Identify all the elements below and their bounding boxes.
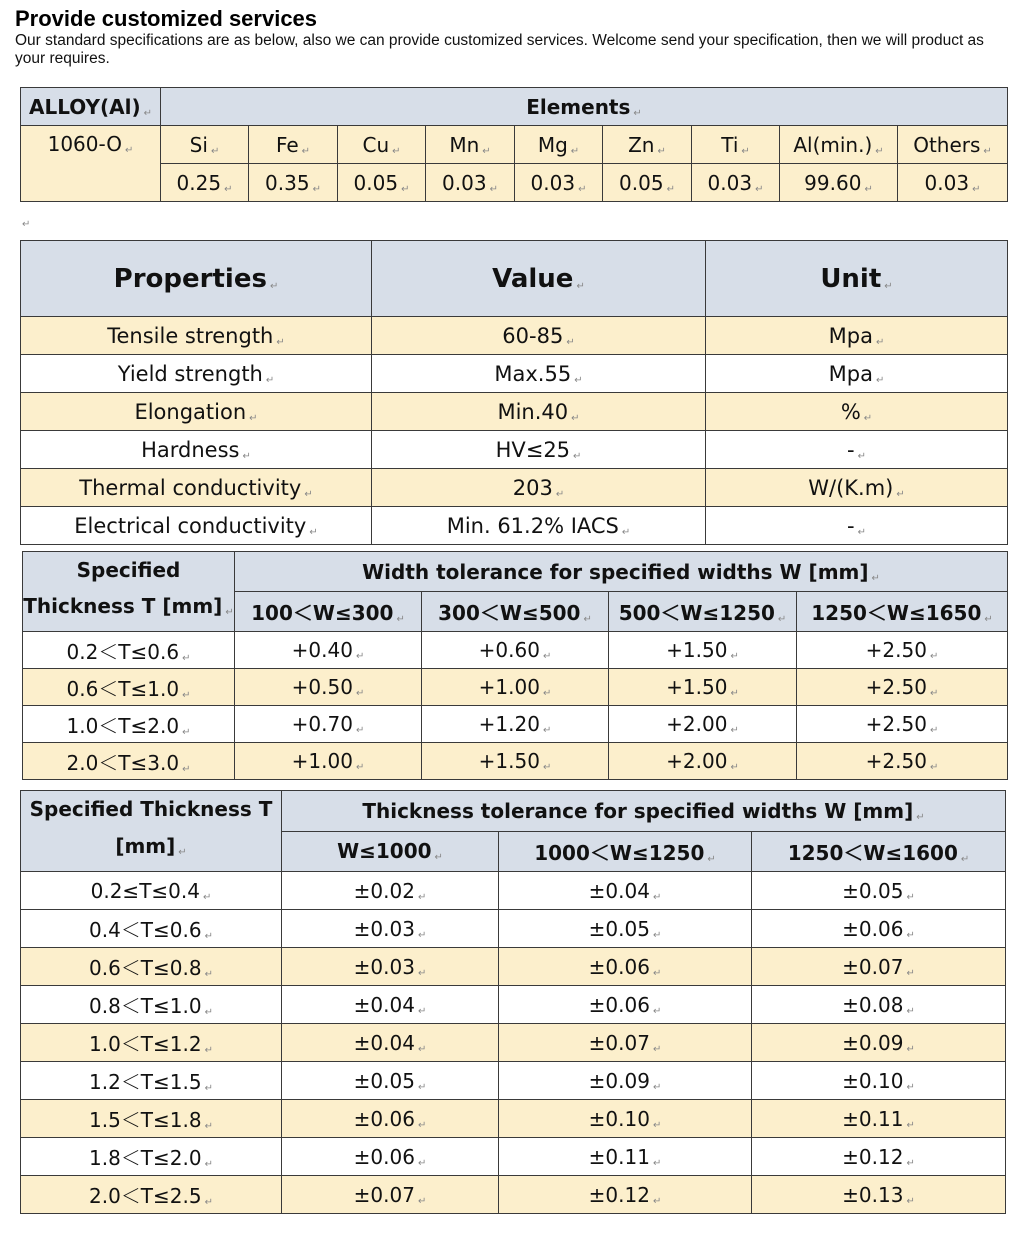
element-value: 0.03 ↵ <box>515 164 603 202</box>
table-row <box>21 948 1006 986</box>
tolerance-value: ±0.06 ↵ <box>499 986 752 1024</box>
element-value: 0.03 ↵ <box>426 164 515 202</box>
tolerance-value: ±0.03 ↵ <box>282 910 499 948</box>
tolerance-value: ±0.11 ↵ <box>499 1138 752 1176</box>
thickness-range: 0.6＜T≤1.0 ↵ <box>23 669 235 706</box>
page-title: Provide customized services <box>15 6 318 31</box>
width-column-header: 1250＜W≤1600 ↵ <box>752 831 1006 872</box>
tolerance-value: +1.00 ↵ <box>422 669 609 706</box>
property-name: Tensile strength ↵ <box>21 317 372 355</box>
property-value: Max.55 ↵ <box>372 355 706 393</box>
tolerance-value: +2.50 ↵ <box>797 743 1008 780</box>
thickness-range: 0.2≤T≤0.4 ↵ <box>21 872 282 910</box>
tolerance-value: ±0.04 ↵ <box>499 872 752 910</box>
return-mark-icon: ↵ <box>22 219 31 230</box>
width-column-header: 1250＜W≤1650 ↵ <box>797 592 1008 632</box>
tolerance-value: ±0.08 ↵ <box>752 986 1006 1024</box>
tolerance-value: ±0.06 ↵ <box>752 910 1006 948</box>
tolerance-value: ±0.09 ↵ <box>752 1024 1006 1062</box>
tolerance-value: +0.50 ↵ <box>235 669 422 706</box>
tolerance-value: +2.50 ↵ <box>797 669 1008 706</box>
table-row <box>21 317 1008 355</box>
thickness-range: 2.0＜T≤3.0 ↵ <box>23 743 235 780</box>
tolerance-value: ±0.07 ↵ <box>499 1024 752 1062</box>
tolerance-value: ±0.05 ↵ <box>282 1062 499 1100</box>
thickness-range: 0.4＜T≤0.6 ↵ <box>21 910 282 948</box>
table-row <box>21 1100 1006 1138</box>
tolerance-value: +0.40 ↵ <box>235 632 422 669</box>
element-value: 0.03 ↵ <box>898 164 1008 202</box>
property-name: Hardness ↵ <box>21 431 372 469</box>
width-column-header: 1000＜W≤1250 ↵ <box>499 831 752 872</box>
table-row <box>21 872 1006 910</box>
element-name: Al(min.) ↵ <box>780 126 898 164</box>
tolerance-value: +2.00 ↵ <box>609 706 797 743</box>
width-tolerance-title: Width tolerance for specified widths W [mm] ↵ <box>235 552 1008 592</box>
tolerance-value: +2.50 ↵ <box>797 706 1008 743</box>
element-value: 0.05 ↵ <box>338 164 426 202</box>
table-row <box>21 1138 1006 1176</box>
tolerance-value: +1.50 ↵ <box>609 669 797 706</box>
tolerance-value: +2.50 ↵ <box>797 632 1008 669</box>
thickness-range: 1.2＜T≤1.5 ↵ <box>21 1062 282 1100</box>
tolerance-value: +1.50 ↵ <box>609 632 797 669</box>
element-value: 0.05 ↵ <box>603 164 692 202</box>
width-column-header: 100＜W≤300 ↵ <box>235 592 422 632</box>
thickness-range: 1.0＜T≤2.0 ↵ <box>23 706 235 743</box>
property-value: 60-85 ↵ <box>372 317 706 355</box>
element-value: 0.03 ↵ <box>692 164 780 202</box>
thickness-range: 0.8＜T≤1.0 ↵ <box>21 986 282 1024</box>
tolerance-value: ±0.10 ↵ <box>752 1062 1006 1100</box>
element-name: Mn ↵ <box>426 126 515 164</box>
property-unit: - ↵ <box>706 431 1008 469</box>
property-unit: W/(K.m) ↵ <box>706 469 1008 507</box>
properties-header: Properties ↵ <box>21 241 372 317</box>
tolerance-value: ±0.11 ↵ <box>752 1100 1006 1138</box>
tolerance-value: ±0.04 ↵ <box>282 1024 499 1062</box>
thickness-corner-header: Specified Thickness T [mm] ↵ <box>21 791 282 872</box>
value-header: Value ↵ <box>372 241 706 317</box>
property-name: Electrical conductivity ↵ <box>21 507 372 545</box>
tolerance-value: ±0.10 ↵ <box>499 1100 752 1138</box>
unit-header: Unit ↵ <box>706 241 1008 317</box>
width-corner-header: Specified Thickness T [mm] ↵ <box>23 552 235 632</box>
table-row <box>23 706 1008 743</box>
tolerance-value: ±0.13 ↵ <box>752 1176 1006 1214</box>
thickness-range: 0.2＜T≤0.6 ↵ <box>23 632 235 669</box>
composition-table <box>20 87 1008 202</box>
tolerance-value: ±0.09 ↵ <box>499 1062 752 1100</box>
property-value: Min. 61.2% IACS ↵ <box>372 507 706 545</box>
tolerance-value: ±0.07 ↵ <box>282 1176 499 1214</box>
element-name: Ti ↵ <box>692 126 780 164</box>
property-name: Elongation ↵ <box>21 393 372 431</box>
table-row <box>21 1062 1006 1100</box>
width-tolerance-table <box>22 551 1008 780</box>
thickness-range: 1.8＜T≤2.0 ↵ <box>21 1138 282 1176</box>
elements-header: Elements ↵ <box>161 88 1008 126</box>
tolerance-value: +1.50 ↵ <box>422 743 609 780</box>
table-row <box>21 1024 1006 1062</box>
tolerance-value: ±0.06 ↵ <box>282 1138 499 1176</box>
tolerance-value: +1.00 ↵ <box>235 743 422 780</box>
property-value: 203 ↵ <box>372 469 706 507</box>
tolerance-value: ±0.12 ↵ <box>499 1176 752 1214</box>
property-name: Thermal conductivity ↵ <box>21 469 372 507</box>
tolerance-value: ±0.05 ↵ <box>752 872 1006 910</box>
alloy-value: 1060-O ↵ <box>21 126 161 202</box>
table-row <box>21 469 1008 507</box>
element-name: Si ↵ <box>161 126 249 164</box>
thickness-range: 1.0＜T≤1.2 ↵ <box>21 1024 282 1062</box>
table-row <box>21 910 1006 948</box>
thickness-tolerance-table <box>20 790 1006 1214</box>
tolerance-value: +2.00 ↵ <box>609 743 797 780</box>
tolerance-value: ±0.02 ↵ <box>282 872 499 910</box>
element-name: Zn ↵ <box>603 126 692 164</box>
intro-text: Our standard specifications are as below, also we can provide customized services. Welcome send your specification, then we will product as your requires. <box>15 32 984 67</box>
property-unit: Mpa ↵ <box>706 355 1008 393</box>
element-value: 0.35 ↵ <box>249 164 338 202</box>
property-unit: % ↵ <box>706 393 1008 431</box>
property-unit: Mpa ↵ <box>706 317 1008 355</box>
element-name: Cu ↵ <box>338 126 426 164</box>
tolerance-value: ±0.12 ↵ <box>752 1138 1006 1176</box>
table-row <box>23 743 1008 780</box>
tolerance-value: +0.60 ↵ <box>422 632 609 669</box>
table-row <box>21 1176 1006 1214</box>
tolerance-value: ±0.06 ↵ <box>282 1100 499 1138</box>
table-row <box>21 355 1008 393</box>
tolerance-value: +0.70 ↵ <box>235 706 422 743</box>
element-value: 0.25 ↵ <box>161 164 249 202</box>
table-row <box>21 393 1008 431</box>
tolerance-value: ±0.04 ↵ <box>282 986 499 1024</box>
tolerance-value: +1.20 ↵ <box>422 706 609 743</box>
property-name: Yield strength ↵ <box>21 355 372 393</box>
thickness-range: 1.5＜T≤1.8 ↵ <box>21 1100 282 1138</box>
table-row <box>21 507 1008 545</box>
table-row <box>21 986 1006 1024</box>
thickness-tolerance-title: Thickness tolerance for specified widths W [mm] ↵ <box>282 791 1006 832</box>
width-column-header: 500＜W≤1250 ↵ <box>609 592 797 632</box>
property-value: Min.40 ↵ <box>372 393 706 431</box>
table-row <box>23 632 1008 669</box>
alloy-header: ALLOY(Al) ↵ <box>21 88 161 126</box>
tolerance-value: ±0.05 ↵ <box>499 910 752 948</box>
tolerance-value: ±0.07 ↵ <box>752 948 1006 986</box>
width-column-header: 300＜W≤500 ↵ <box>422 592 609 632</box>
element-name: Fe ↵ <box>249 126 338 164</box>
thickness-range: 0.6＜T≤0.8 ↵ <box>21 948 282 986</box>
tolerance-value: ±0.03 ↵ <box>282 948 499 986</box>
tolerance-value: ±0.06 ↵ <box>499 948 752 986</box>
property-value: HV≤25 ↵ <box>372 431 706 469</box>
width-column-header: W≤1000 ↵ <box>282 831 499 872</box>
property-unit: - ↵ <box>706 507 1008 545</box>
table-row <box>23 669 1008 706</box>
element-value: 99.60 ↵ <box>780 164 898 202</box>
table-row <box>21 431 1008 469</box>
thickness-range: 2.0＜T≤2.5 ↵ <box>21 1176 282 1214</box>
element-name: Mg ↵ <box>515 126 603 164</box>
element-name: Others ↵ <box>898 126 1008 164</box>
properties-table <box>20 240 1008 545</box>
